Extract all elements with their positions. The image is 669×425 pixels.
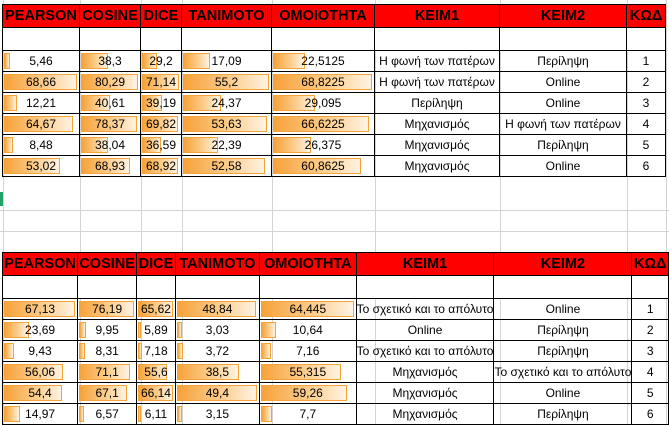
cell[interactable] [500, 28, 627, 51]
header-text2[interactable]: ΚΕΙΜ2 [500, 5, 627, 28]
header-text1[interactable]: ΚΕΙΜ1 [356, 253, 494, 276]
cell-value: 48,84 [202, 302, 233, 316]
code-cell[interactable]: 4 [627, 114, 666, 135]
code-cell[interactable]: 6 [632, 404, 669, 425]
tanimoto-cell[interactable] [182, 93, 272, 114]
cell-value: 7,7 [299, 407, 317, 421]
header-similarity[interactable]: ΟΜΟΙΟΤΗΤΑ [272, 5, 375, 28]
cell-value: 71,14 [145, 75, 177, 89]
cell-value: 59,26 [292, 386, 323, 400]
data-bar [177, 343, 183, 359]
tanimoto-cell[interactable] [182, 72, 272, 93]
text1-cell[interactable]: Η φωνή των πατέρων [375, 51, 500, 72]
table-row [3, 341, 669, 362]
code-cell[interactable]: 4 [632, 362, 669, 383]
cell-value: 52,58 [211, 159, 242, 173]
text1-cell[interactable]: Online [356, 320, 494, 341]
blank-row [3, 28, 666, 51]
cell[interactable] [78, 276, 137, 299]
cell-value: 49,4 [205, 386, 230, 400]
tanimoto-cell[interactable] [182, 114, 272, 135]
cell-value: 7,18 [144, 344, 168, 358]
cell-value: 6,11 [144, 407, 168, 421]
cell[interactable] [260, 276, 357, 299]
cosine-cell[interactable] [78, 404, 137, 425]
pearson-cell[interactable] [3, 404, 78, 425]
cosine-cell[interactable] [80, 135, 141, 156]
text2-cell[interactable]: Η φωνή των πατέρων [500, 114, 627, 135]
dice-cell[interactable] [141, 114, 182, 135]
data-bar [4, 53, 10, 69]
dice-cell[interactable] [137, 362, 176, 383]
code-cell[interactable]: 2 [627, 72, 666, 93]
similarity-cell[interactable] [272, 135, 375, 156]
cell-value: 55,6 [144, 365, 168, 379]
text2-cell[interactable]: Online [494, 299, 632, 320]
cell-value: 6,57 [95, 407, 119, 421]
pearson-cell[interactable] [3, 72, 80, 93]
text2-cell[interactable]: Περίληψη [500, 135, 627, 156]
cell-value: 38,04 [94, 138, 126, 152]
cell-value: 12,21 [25, 96, 57, 110]
cell-value: 80,29 [94, 75, 126, 89]
header-code[interactable]: ΚΩΔ [627, 5, 666, 28]
tanimoto-cell[interactable] [175, 404, 259, 425]
text1-cell[interactable]: Το σχετικό και το απόλυτο [356, 299, 494, 320]
cell[interactable] [272, 28, 375, 51]
cell-value: 65,62 [140, 302, 171, 316]
pearson-cell[interactable] [3, 156, 80, 177]
cell-value: 10,64 [292, 323, 323, 337]
tanimoto-cell[interactable] [175, 362, 259, 383]
dice-cell[interactable] [137, 341, 176, 362]
cell-value: 8,48 [29, 138, 53, 152]
cell-value: 76,19 [92, 302, 123, 316]
cosine-cell[interactable] [80, 114, 141, 135]
dice-cell[interactable] [137, 299, 176, 320]
similarity-cell[interactable] [272, 93, 375, 114]
data-bar [4, 343, 14, 359]
table-row [3, 299, 669, 320]
cell-value: 29,2 [149, 54, 173, 68]
text2-cell[interactable]: Online [500, 93, 627, 114]
data-bar [79, 322, 86, 338]
similarity-cell[interactable] [260, 299, 357, 320]
text2-cell[interactable]: Online [500, 72, 627, 93]
similarity-cell[interactable] [272, 51, 375, 72]
cell-value: 9,43 [28, 344, 52, 358]
cosine-cell[interactable] [78, 383, 137, 404]
code-cell[interactable]: 6 [627, 156, 666, 177]
cell-value: 8,31 [95, 344, 119, 358]
similarity-cell[interactable] [272, 156, 375, 177]
cell[interactable] [627, 28, 666, 51]
cell-value: 66,6225 [301, 117, 345, 131]
data-bar [138, 322, 141, 338]
cell-value: 17,09 [211, 54, 242, 68]
header-text1[interactable]: ΚΕΙΜ1 [375, 5, 500, 28]
text2-cell[interactable]: Περίληψη [494, 404, 632, 425]
cell-value: 26,375 [304, 138, 342, 152]
similarity-table-1 [2, 4, 666, 177]
text2-cell[interactable]: Το σχετικό και το απόλυτο [494, 362, 632, 383]
cell-value: 55,2 [214, 75, 239, 89]
text1-cell[interactable]: Μηχανισμός [356, 362, 494, 383]
cosine-cell[interactable] [80, 51, 141, 72]
data-bar [4, 95, 17, 111]
data-bar [177, 406, 182, 422]
cell[interactable] [137, 276, 176, 299]
cell-value: 14,97 [25, 407, 56, 421]
similarity-cell[interactable] [260, 341, 357, 362]
cell-value: 22,39 [211, 138, 242, 152]
header-tanimoto[interactable]: TANIMOTO [175, 253, 259, 276]
header-text2[interactable]: ΚΕΙΜ2 [494, 253, 632, 276]
tanimoto-cell[interactable] [175, 383, 259, 404]
code-cell[interactable]: 3 [627, 93, 666, 114]
header-pearson[interactable]: PEARSON [3, 253, 78, 276]
pearson-cell[interactable] [3, 114, 80, 135]
text2-cell[interactable]: Περίληψη [500, 51, 627, 72]
code-cell[interactable]: 1 [627, 51, 666, 72]
cell[interactable] [80, 28, 141, 51]
cosine-cell[interactable] [80, 93, 141, 114]
dice-cell[interactable] [141, 93, 182, 114]
similarity-cell[interactable] [272, 114, 375, 135]
code-cell[interactable]: 5 [627, 135, 666, 156]
cell-value: 38,3 [98, 54, 122, 68]
cell-value: 60,8625 [301, 159, 345, 173]
data-bar [261, 343, 271, 359]
cell-value: 3,15 [205, 407, 230, 421]
table-row [3, 383, 669, 404]
tanimoto-cell[interactable] [175, 341, 259, 362]
cell-value: 53,63 [211, 117, 242, 131]
data-bar [4, 406, 20, 422]
header-code[interactable]: ΚΩΔ [632, 253, 669, 276]
cell-value: 53,02 [25, 159, 57, 173]
cell[interactable] [182, 28, 272, 51]
dice-cell[interactable] [141, 156, 182, 177]
cell[interactable] [141, 28, 182, 51]
cell[interactable] [3, 28, 80, 51]
similarity-table-2 [2, 252, 669, 425]
similarity-cell[interactable] [260, 362, 357, 383]
cell-value: 36,59 [145, 138, 177, 152]
table-row [3, 135, 666, 156]
data-bar [4, 137, 13, 153]
similarity-cell[interactable] [260, 404, 357, 425]
text2-cell[interactable]: Online [494, 383, 632, 404]
text1-cell[interactable]: Το σχετικό και το απόλυτο [356, 341, 494, 362]
table-row [3, 72, 666, 93]
cell-value: 67,13 [25, 302, 56, 316]
header-pearson[interactable]: PEARSON [3, 5, 80, 28]
cell-value: 22,5125 [301, 54, 345, 68]
pearson-cell[interactable] [3, 320, 78, 341]
header-dice[interactable]: DICE [141, 5, 182, 28]
dice-cell[interactable] [141, 135, 182, 156]
cell-value: 66,14 [140, 386, 171, 400]
data-bar [138, 343, 142, 359]
cell-value: 56,06 [25, 365, 56, 379]
text1-cell[interactable]: Μηχανισμός [356, 383, 494, 404]
pearson-cell[interactable] [3, 135, 80, 156]
cell-value: 68,8225 [301, 75, 345, 89]
tanimoto-cell[interactable] [182, 135, 272, 156]
data-bar [79, 343, 85, 359]
cell-value: 5,46 [29, 54, 53, 68]
table-row [3, 51, 666, 72]
cell-value: 3,72 [205, 344, 230, 358]
table-row [3, 320, 669, 341]
text1-cell[interactable]: Μηχανισμός [356, 404, 494, 425]
header-cosine[interactable]: COSINE [80, 5, 141, 28]
code-cell[interactable]: 2 [632, 320, 669, 341]
cell-value: 55,315 [289, 365, 327, 379]
dice-cell[interactable] [141, 72, 182, 93]
header-row [3, 253, 669, 276]
table-row [3, 362, 669, 383]
text1-cell[interactable]: Μηχανισμός [375, 114, 500, 135]
text1-cell[interactable]: Η φωνή των πατέρων [375, 72, 500, 93]
dice-cell[interactable] [137, 404, 176, 425]
header-cosine[interactable]: COSINE [78, 253, 137, 276]
data-bar [183, 53, 210, 69]
cell-value: 40,61 [94, 96, 126, 110]
cell-value: 64,67 [25, 117, 57, 131]
code-cell[interactable]: 5 [632, 383, 669, 404]
pearson-cell[interactable] [3, 51, 80, 72]
dice-cell[interactable] [137, 320, 176, 341]
gridline [0, 210, 669, 211]
similarity-cell[interactable] [272, 72, 375, 93]
pearson-cell[interactable] [3, 341, 78, 362]
table-row [3, 156, 666, 177]
cell-value: 67,1 [95, 386, 119, 400]
text1-cell[interactable]: Περίληψη [375, 93, 500, 114]
pearson-cell[interactable] [3, 362, 78, 383]
table-row [3, 114, 666, 135]
similarity-cell[interactable] [260, 383, 357, 404]
cell[interactable] [375, 28, 500, 51]
cell-value: 9,95 [95, 323, 119, 337]
cell-value: 7,16 [296, 344, 320, 358]
header-tanimoto[interactable]: TANIMOTO [182, 5, 272, 28]
cell-value: 5,89 [144, 323, 168, 337]
cell[interactable] [356, 276, 494, 299]
header-similarity[interactable]: ΟΜΟΙΟΤΗΤΑ [260, 253, 357, 276]
cell-value: 69,82 [145, 117, 177, 131]
tanimoto-cell[interactable] [175, 299, 259, 320]
cell-value: 68,66 [25, 75, 57, 89]
dice-cell[interactable] [137, 383, 176, 404]
text1-cell[interactable]: Μηχανισμός [375, 156, 500, 177]
data-bar [261, 322, 276, 338]
data-bar [261, 406, 272, 422]
cell[interactable] [632, 276, 669, 299]
tanimoto-cell[interactable] [182, 51, 272, 72]
pearson-cell[interactable] [3, 93, 80, 114]
cosine-cell[interactable] [78, 362, 137, 383]
tanimoto-cell[interactable] [175, 320, 259, 341]
data-bar [138, 406, 141, 422]
cosine-cell[interactable] [78, 299, 137, 320]
pearson-cell[interactable] [3, 383, 78, 404]
header-row [3, 5, 666, 28]
text1-cell[interactable]: Μηχανισμός [375, 135, 500, 156]
text2-cell[interactable]: Περίληψη [494, 320, 632, 341]
table-row [3, 404, 669, 425]
cell-value: 71,1 [95, 365, 119, 379]
cell-value: 38,5 [205, 365, 230, 379]
cosine-cell[interactable] [78, 341, 137, 362]
cosine-cell[interactable] [80, 72, 141, 93]
code-cell[interactable]: 3 [632, 341, 669, 362]
gridline [0, 231, 669, 232]
cell-value: 78,37 [94, 117, 126, 131]
blank-row [3, 276, 669, 299]
text2-cell[interactable]: Online [500, 156, 627, 177]
tanimoto-cell[interactable] [182, 156, 272, 177]
cell-value: 68,93 [94, 159, 126, 173]
code-cell[interactable]: 1 [632, 299, 669, 320]
dice-cell[interactable] [141, 51, 182, 72]
cell-value: 24,37 [211, 96, 242, 110]
cell-value: 3,03 [205, 323, 230, 337]
cosine-cell[interactable] [78, 320, 137, 341]
cell-value: 23,69 [25, 323, 56, 337]
similarity-cell[interactable] [260, 320, 357, 341]
header-dice[interactable]: DICE [137, 253, 176, 276]
cell-value: 39,19 [145, 96, 177, 110]
pearson-cell[interactable] [3, 299, 78, 320]
cell-value: 54,4 [28, 386, 52, 400]
cell-value: 29,095 [304, 96, 342, 110]
cosine-cell[interactable] [80, 156, 141, 177]
cell[interactable] [3, 276, 78, 299]
table-row [3, 93, 666, 114]
cell-value: 64,445 [289, 302, 327, 316]
cell[interactable] [494, 276, 632, 299]
cell-value: 68,92 [145, 159, 177, 173]
cell[interactable] [175, 276, 259, 299]
selected-cell-marker [0, 192, 3, 206]
text2-cell[interactable]: Περίληψη [494, 341, 632, 362]
data-bar [79, 406, 84, 422]
data-bar [177, 322, 182, 338]
